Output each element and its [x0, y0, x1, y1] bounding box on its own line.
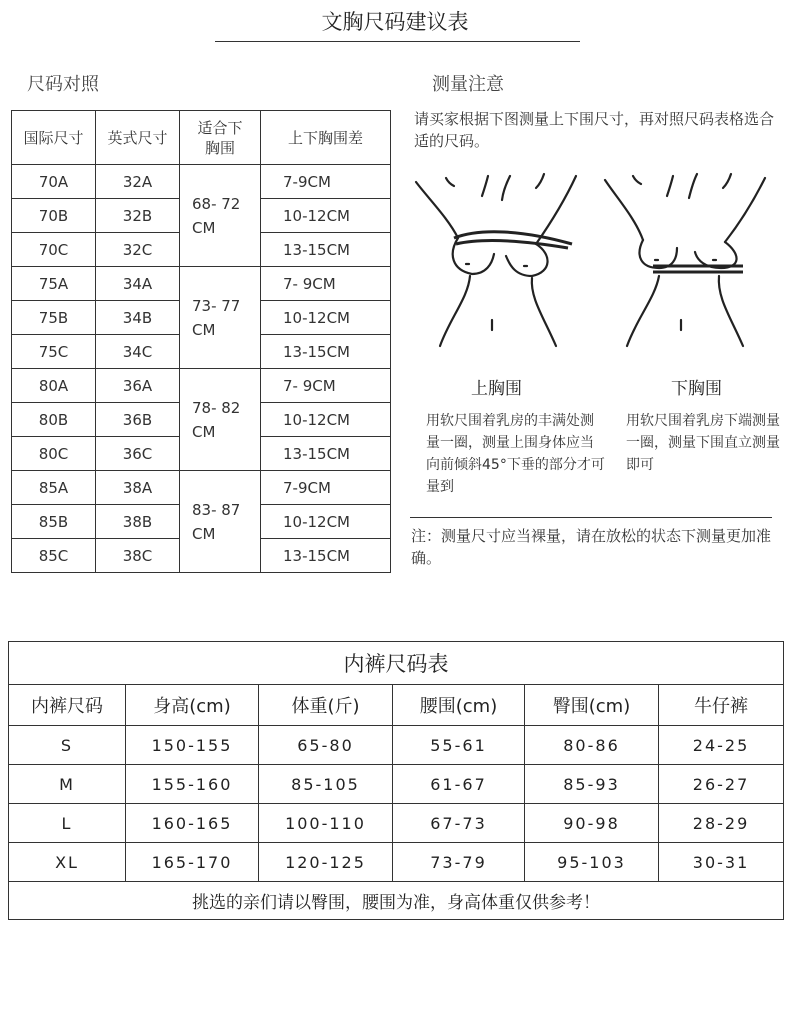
underwear-header-cell: 内裤尺码	[9, 685, 126, 726]
weight-cell: 65-80	[259, 726, 393, 765]
underwear-header-cell: 臀围(cm)	[525, 685, 659, 726]
hip-cell: 80-86	[525, 726, 659, 765]
intl-size-cell: 85C	[12, 539, 96, 573]
jeans-cell: 24-25	[659, 726, 784, 765]
jeans-cell: 30-31	[659, 843, 784, 882]
bust-diff-cell: 7-9CM	[261, 471, 391, 505]
measure-note: 注：测量尺寸应当裸量，请在放松的状态下测量更加准确。	[411, 527, 772, 567]
intl-size-cell: 75C	[12, 335, 96, 369]
uk-size-cell: 32B	[96, 199, 180, 233]
waist-cell: 61-67	[393, 765, 525, 804]
intl-size-cell: 70B	[12, 199, 96, 233]
table-row	[12, 471, 391, 505]
bra-size-table	[11, 110, 391, 573]
bust-diff-cell: 10-12CM	[261, 301, 391, 335]
uk-size-cell: 36C	[96, 437, 180, 471]
size-cell: S	[9, 726, 126, 765]
hip-cell: 90-98	[525, 804, 659, 843]
weight-cell: 120-125	[259, 843, 393, 882]
bust-diff-cell: 7- 9CM	[261, 267, 391, 301]
bust-diff-cell: 10-12CM	[261, 199, 391, 233]
uk-size-cell: 34C	[96, 335, 180, 369]
upper-bust-illustration	[410, 168, 585, 348]
intl-size-cell: 70C	[12, 233, 96, 267]
size-cell: M	[9, 765, 126, 804]
bra-header-row	[12, 111, 391, 165]
uk-size-cell: 32A	[96, 165, 180, 199]
weight-cell: 85-105	[259, 765, 393, 804]
intl-size-cell: 75B	[12, 301, 96, 335]
table-row	[9, 726, 784, 765]
uk-size-cell: 38B	[96, 505, 180, 539]
waist-cell: 67-73	[393, 804, 525, 843]
jeans-cell: 26-27	[659, 765, 784, 804]
upper-bust-description: 用软尺围着乳房的丰满处测量一圈，测量上围身体应当向前倾斜45°下垂的部分才可量到	[426, 413, 605, 495]
underbust-cell: 78- 82 CM	[180, 369, 261, 471]
table-row	[9, 765, 784, 804]
jeans-cell: 28-29	[659, 804, 784, 843]
measure-intro: 请买家根据下图测量上下围尺寸，再对照尺码表格选合适的尺码。	[414, 110, 775, 150]
hip-cell: 85-93	[525, 765, 659, 804]
underbust-cell: 83- 87 CM	[180, 471, 261, 573]
height-cell: 155-160	[126, 765, 259, 804]
bust-diff-cell: 13-15CM	[261, 233, 391, 267]
bust-diff-cell: 13-15CM	[261, 437, 391, 471]
bust-diff-cell: 13-15CM	[261, 539, 391, 573]
page-title: 文胸尺码建议表	[321, 10, 469, 34]
uk-size-cell: 34A	[96, 267, 180, 301]
upper-bust-label: 上胸围	[471, 379, 522, 399]
underwear-table-title: 内裤尺码表	[9, 642, 784, 685]
intl-size-cell: 80B	[12, 403, 96, 437]
underwear-header-row	[9, 685, 784, 726]
waist-cell: 73-79	[393, 843, 525, 882]
uk-size-cell: 38A	[96, 471, 180, 505]
size-cell: XL	[9, 843, 126, 882]
underwear-header-cell: 体重(斤)	[259, 685, 393, 726]
uk-size-cell: 38C	[96, 539, 180, 573]
weight-cell: 100-110	[259, 804, 393, 843]
underwear-size-table	[8, 641, 784, 920]
uk-size-cell: 36B	[96, 403, 180, 437]
note-divider	[410, 517, 772, 518]
lower-bust-illustration	[597, 168, 772, 348]
uk-size-cell: 32C	[96, 233, 180, 267]
intl-size-cell: 85B	[12, 505, 96, 539]
height-cell: 165-170	[126, 843, 259, 882]
table-row	[9, 843, 784, 882]
waist-cell: 55-61	[393, 726, 525, 765]
underwear-table-footer: 挑选的亲们请以臀围，腰围为准，身高体重仅供参考！	[9, 882, 784, 920]
bra-header-cell: 上下胸围差	[261, 111, 391, 165]
bust-diff-cell: 7- 9CM	[261, 369, 391, 403]
bra-header-cell: 英式尺寸	[96, 111, 180, 165]
size-cell: L	[9, 804, 126, 843]
intl-size-cell: 75A	[12, 267, 96, 301]
uk-size-cell: 34B	[96, 301, 180, 335]
bust-diff-cell: 10-12CM	[261, 505, 391, 539]
bust-diff-cell: 13-15CM	[261, 335, 391, 369]
table-row	[12, 369, 391, 403]
bust-diff-cell: 10-12CM	[261, 403, 391, 437]
underwear-header-cell: 牛仔裤	[659, 685, 784, 726]
height-cell: 150-155	[126, 726, 259, 765]
table-row	[9, 804, 784, 843]
bra-header-cell: 适合下胸围	[180, 111, 261, 165]
underbust-cell: 73- 77 CM	[180, 267, 261, 369]
height-cell: 160-165	[126, 804, 259, 843]
underwear-header-cell: 腰围(cm)	[393, 685, 525, 726]
lower-bust-label: 下胸围	[671, 379, 722, 399]
intl-size-cell: 70A	[12, 165, 96, 199]
hip-cell: 95-103	[525, 843, 659, 882]
intl-size-cell: 85A	[12, 471, 96, 505]
underbust-cell: 68- 72 CM	[180, 165, 261, 267]
intl-size-cell: 80C	[12, 437, 96, 471]
underwear-header-cell: 身高(cm)	[126, 685, 259, 726]
bra-section-heading: 尺码对照	[27, 74, 99, 95]
bra-header-cell: 国际尺寸	[12, 111, 96, 165]
title-underline	[215, 41, 580, 42]
table-row	[12, 267, 391, 301]
bust-diff-cell: 7-9CM	[261, 165, 391, 199]
uk-size-cell: 36A	[96, 369, 180, 403]
measure-section-heading: 测量注意	[432, 74, 504, 95]
lower-bust-description: 用软尺围着乳房下端测量一圈，测量下围直立测量即可	[626, 413, 780, 473]
table-row	[12, 165, 391, 199]
intl-size-cell: 80A	[12, 369, 96, 403]
